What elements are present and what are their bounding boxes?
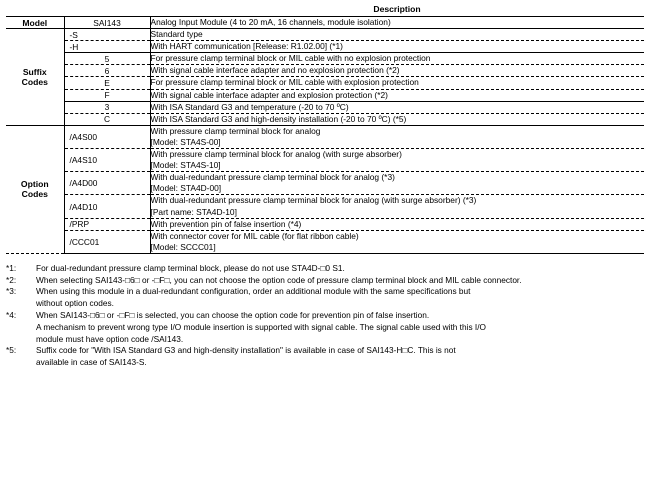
row-code: 5 [64,53,150,65]
table-row [6,41,644,53]
row-code: C [64,113,150,125]
footnote-marker: *1: [6,262,17,273]
row-description: With HART communication [Release: R1.02.00] (*1) [150,41,644,53]
footnote-text: When using this module in a dual-redundant configuration, order an additional module with the same specifications but [36,286,471,297]
table-body [6,17,644,254]
row-description: With pressure clamp terminal block for analog [Model: STA4S-00] [150,125,644,148]
row-category: Suffix Codes [6,29,64,126]
row-code: 6 [64,65,150,77]
table-row [6,89,644,101]
footnote-text: When SAI143-□6□ or -□F□ is selected, you can choose the option code for prevention pin of false insertion. [36,310,430,320]
footnote-text: without option codes. [36,298,114,309]
table-row [6,195,644,218]
row-category: Option Codes [6,125,64,253]
footnote-text: For dual-redundant pressure clamp terminal block, please do not use STA4D-□0 S1. [36,262,345,273]
footnotes [6,263,644,369]
footnote-marker: *3: [6,286,17,297]
model-specification-table [6,2,644,254]
table-row [6,17,644,29]
table-row [6,172,644,195]
footnote-text: available in case of SAI143-S. [36,357,147,368]
table-row [6,125,644,148]
row-description: With dual-redundant pressure clamp terminal block for analog (with surge absorber) (*3) [Part name: STA4D-10] [150,195,644,218]
row-description: With dual-redundant pressure clamp terminal block for analog (*3) [Model: STA4D-00] [150,172,644,195]
row-code: E [64,77,150,89]
footnote-line [6,334,644,346]
footnote-line [6,298,644,310]
footnote-text: When selecting SAI143-□6□ or -□F□, you can not choose the option code of pressure clamp terminal block and MIL cable connector. [36,274,522,285]
row-description: With signal cable interface adapter and no explosion protection (*2) [150,65,644,77]
row-code: /CCC01 [64,230,150,253]
header-code-blank [64,2,150,17]
row-description: Analog Input Module (4 to 20 mA, 16 channels, module isolation) [150,17,644,29]
footnote-line [6,322,644,334]
row-code: SAI143 [64,17,150,29]
table-row [6,101,644,113]
row-description: For pressure clamp terminal block or MIL cable with no explosion protection [150,53,644,65]
row-category: Model [6,17,64,29]
table-header [6,2,644,17]
table-row [6,65,644,77]
row-description: With ISA Standard G3 and temperature (-20 to 70 ºC) [150,101,644,113]
row-code: /PRP [64,218,150,230]
row-code: -S [64,29,150,41]
row-description: For pressure clamp terminal block or MIL cable with explosion protection [150,77,644,89]
footnote-marker: *4: [6,310,17,320]
row-description: With ISA Standard G3 and high-density installation (-20 to 70 ºC) (*5) [150,113,644,125]
table-row [6,29,644,41]
row-code: /A4S00 [64,125,150,148]
footnote-text: module must have option code /SAI143. [36,333,184,344]
row-description: With pressure clamp terminal block for analog (with surge absorber) [Model: STA4S-10] [150,149,644,172]
header-category-blank [6,2,64,17]
table-row [6,149,644,172]
table-row [6,113,644,125]
footnote-marker: *2: [6,274,17,285]
row-description: With signal cable interface adapter and explosion protection (*2) [150,89,644,101]
row-code: /A4D00 [64,172,150,195]
footnote-marker: *5: [6,345,17,356]
footnote-line [6,345,644,357]
table-row [6,77,644,89]
footnote-line [6,310,644,322]
footnote-text: Suffix code for "With ISA Standard G3 and high-density installation" is available in case of SAI143-H□C. This is not [36,345,456,356]
row-code: F [64,89,150,101]
footnote-line [6,286,644,298]
row-code: 3 [64,101,150,113]
row-description: With connector cover for MIL cable (for flat ribbon cable) [Model: SCCC01] [150,230,644,253]
row-code: /A4D10 [64,195,150,218]
table-header-row [6,2,644,17]
footnote-text: A mechanism to prevent wrong type I/O module insertion is supported with signal cable. The signal cable used with this I/O [36,321,486,332]
row-description: Standard type [150,29,644,41]
table-row [6,53,644,65]
header-description: Description [150,2,644,17]
footnote-line [6,275,644,287]
row-code: -H [64,41,150,53]
footnote-line [6,263,644,275]
table-row [6,230,644,253]
row-description: With prevention pin of false insertion (*4) [150,218,644,230]
footnote-line [6,357,644,369]
row-code: /A4S10 [64,149,150,172]
table-row [6,218,644,230]
